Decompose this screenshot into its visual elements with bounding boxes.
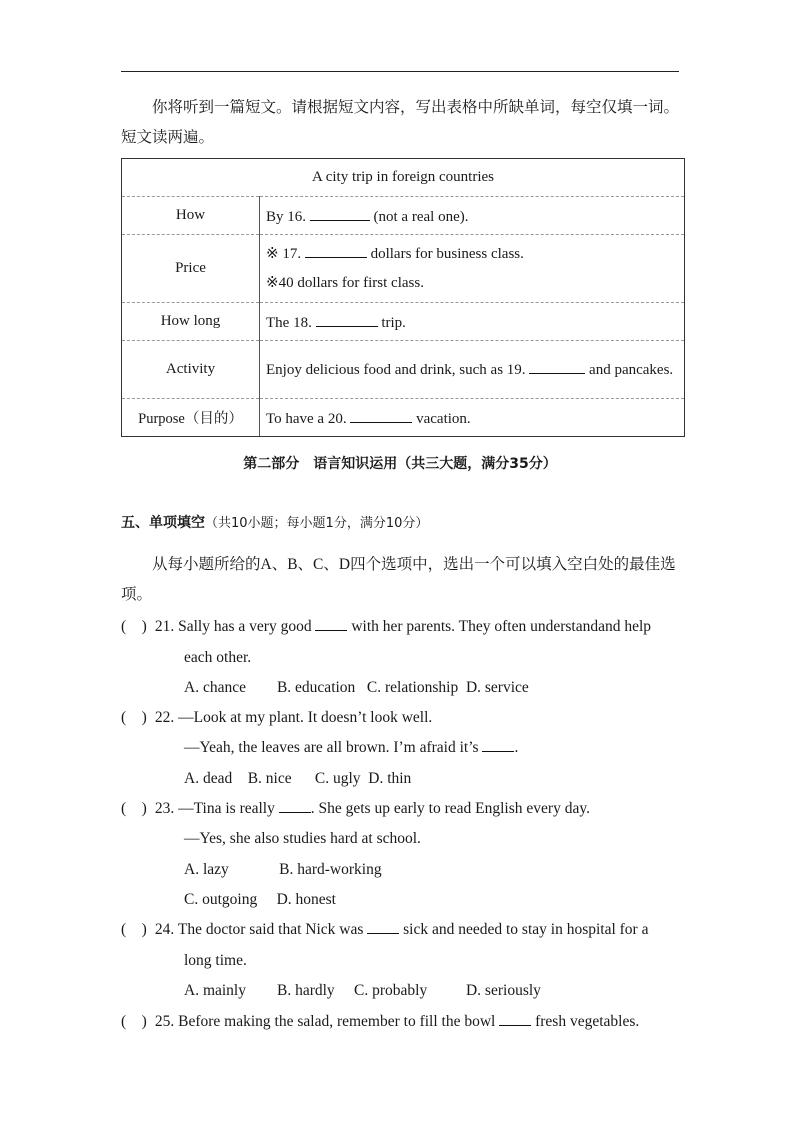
- listening-instruction: 你将听到一篇短文。请根据短文内容，写出表格中所缺单词，每空仅填一词。短文读两遍。: [121, 99, 680, 146]
- row-label: Purpose（目的）: [122, 399, 260, 437]
- blank: [279, 798, 311, 813]
- question-24-options: A. mainly B. hardly C. probably D. seriously: [184, 982, 541, 999]
- question-22-line2: —Yeah, the leaves are all brown. I’m afraid it’s .: [184, 739, 519, 756]
- question-23-options: A. lazy B. hard-working: [184, 861, 382, 878]
- question-21: ( ) 21. Sally has a very good with her parents. They often understandand help: [121, 612, 651, 642]
- question-21-line2: each other.: [184, 649, 252, 666]
- blank: [482, 737, 514, 752]
- row-content: By 16. (not a real one).: [260, 197, 685, 235]
- blank-18[interactable]: [316, 312, 378, 327]
- row-label: How: [122, 197, 260, 235]
- part-title: 第二部分 语言知识运用（共三大题，满分35分）: [243, 456, 557, 472]
- row-content: The 18. trip.: [260, 303, 685, 341]
- answer-parens[interactable]: ( ): [121, 921, 147, 938]
- question-24: ( ) 24. The doctor said that Nick was sick and needed to stay in hospital for a: [121, 915, 648, 945]
- blank-19[interactable]: [529, 359, 585, 374]
- trip-table: [121, 158, 685, 437]
- row-content: Enjoy delicious food and drink, such as 19. and pancakes.: [260, 341, 685, 399]
- blank: [499, 1011, 531, 1026]
- row-label: How long: [122, 303, 260, 341]
- table-row: [122, 159, 685, 197]
- table-row: [122, 235, 685, 303]
- answer-parens[interactable]: ( ): [121, 618, 147, 635]
- table-row: [122, 197, 685, 235]
- question-23-options: C. outgoing D. honest: [184, 891, 336, 908]
- row-label: Price: [122, 235, 260, 303]
- top-rule: [121, 71, 679, 72]
- blank: [367, 919, 399, 934]
- table-row: [122, 341, 685, 399]
- question-25: ( ) 25. Before making the salad, remember to fill the bowl fresh vegetables.: [121, 1007, 639, 1037]
- row-label: Activity: [122, 341, 260, 399]
- question-23: ( ) 23. —Tina is really . She gets up early to read English every day.: [121, 794, 590, 824]
- question-21-options: A. chance B. education C. relationship D. service: [184, 679, 529, 696]
- answer-parens[interactable]: ( ): [121, 1013, 147, 1030]
- row-content: To have a 20. vacation.: [260, 399, 685, 437]
- question-22-options: A. dead B. nice C. ugly D. thin: [184, 770, 412, 787]
- section-instruction: 从每小题所给的A、B、C、D四个选项中，选出一个可以填入空白处的最佳选项。: [121, 556, 676, 603]
- answer-parens[interactable]: ( ): [121, 800, 147, 817]
- blank-17[interactable]: [305, 243, 367, 258]
- row-content: ※ 17. dollars for business class. ※40 dollars for first class.: [260, 235, 685, 303]
- answer-parens[interactable]: ( ): [121, 709, 147, 726]
- table-title: A city trip in foreign countries: [122, 159, 685, 197]
- question-22: ( ) 22. —Look at my plant. It doesn’t look well.: [121, 703, 432, 733]
- question-24-line2: long time.: [184, 952, 247, 969]
- section-heading: 五、单项填空（共10小题；每小题1分，满分10分）: [121, 515, 429, 531]
- question-23-line2: —Yes, she also studies hard at school.: [184, 830, 421, 847]
- blank-20[interactable]: [350, 408, 412, 423]
- blank: [315, 616, 347, 631]
- table-row: [122, 399, 685, 437]
- blank-16[interactable]: [310, 206, 370, 221]
- table-row: [122, 303, 685, 341]
